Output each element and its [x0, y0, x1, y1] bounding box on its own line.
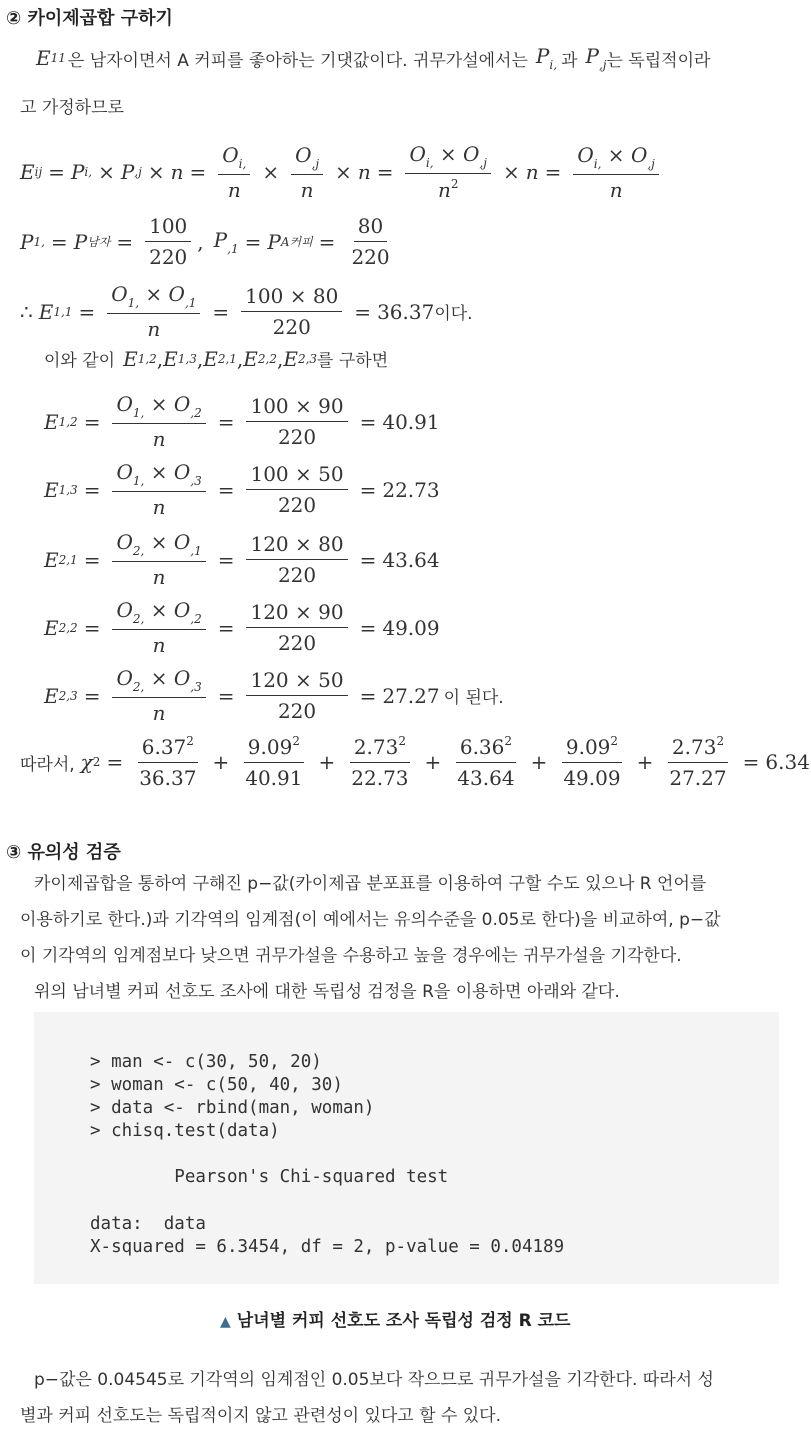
p-male-label: 남자	[87, 235, 111, 249]
compute-text: 를 구하면	[317, 351, 389, 371]
paragraph-line-3: 이 기각역의 임계점보다 낮으면 귀무가설을 수용하고 높을 경우에는 귀무가설을 기각한다.	[20, 946, 682, 966]
p-formula: P 1, = P 남자 = $\frac{100}{220}$ , $P_{,1}$ = P A커피 = $\frac{80}{220}$	[20, 214, 400, 269]
chi-term: $\frac{9.09^2}{49.09}$	[563, 734, 621, 790]
expected-value: 40.91	[382, 409, 440, 434]
expected-value: 49.09	[382, 615, 440, 640]
intro-text-1: 은 남자이면서 A 커피를 좋아하는 기댓값이다. 귀무가설에서는	[67, 50, 528, 71]
p-coffee-label: A커피	[280, 235, 313, 249]
intro-text-2: 과	[561, 50, 578, 71]
pc-den: 220	[351, 245, 390, 269]
caption-text: 남녀별 커피 선호도 조사 독립성 검정 R 코드	[236, 1311, 571, 1331]
code-line-6: data: data	[90, 1214, 206, 1234]
eij-formula: E ij = P i, × P ,j × n = $\frac{O_{i,}}{n}$ × $\frac{O_{,j}}{n}$ × n = $\frac{O_{i,} \times O_{,j}}{n^2}$ × n = $\frac{O_{i,} \times O_{,j}}{n}$	[20, 142, 665, 202]
chi-term: $\frac{6.37^2}{36.37}$	[139, 734, 197, 790]
e11-a: 100	[245, 284, 284, 308]
closing-line-1: p−값은 0.04545로 기각역의 임계점인 0.05보다 작으므로 귀무가설을 기각한다. 따라서 성	[34, 1370, 714, 1390]
section-3-heading: ③ 유의성 검증	[6, 842, 121, 863]
conclusion-suffix: 이 된다.	[443, 688, 504, 708]
chi-term: $\frac{6.36^2}{43.64}$	[457, 734, 515, 790]
paragraph-line-4: 위의 남녀별 커피 선호도 조사에 대한 독립성 검정을 R을 이용하면 아래와 같다.	[34, 982, 620, 1002]
closing-line-2: 별과 커피 선호도는 독립적이지 않고 관련성이 있다고 할 수 있다.	[20, 1406, 502, 1426]
code-line-3: > data <- rbind(man, woman)	[90, 1098, 375, 1118]
code-line-7: X-squared = 6.3454, df = 2, p-value = 0.04189	[90, 1237, 565, 1257]
expected-row: E 1,2 = $\frac{O_{1,} \times O_{,2}}{n}$ = $\frac{100 \times 90}{220}$ = 40.91	[44, 392, 440, 451]
e11-den: 220	[272, 315, 311, 339]
chi-square-formula: 따라서, χ 2 = $\frac{6.37^2}{36.37}$ + $\frac{9.09^2}{40.91}$ + $\frac{2.73^2}{22.73}$ + $\frac{6.36^2}{43.64}$ + $\frac{9.09^2}{49.09}$ + $\frac{2.73^2}{27.27}$ = 6.34	[20, 734, 810, 790]
expected-value: 22.73	[382, 477, 440, 502]
pc-num: 80	[354, 214, 387, 242]
e11-formula: ∴ E 1,1 = $\frac{O_{1,} \times O_{,1}}{n}$ = $\frac{100 \times 80}{220}$ = 36.37 이다.	[20, 282, 473, 341]
expected-row: E 2,3 = $\frac{O_{2,} \times O_{,3}}{n}$ = $\frac{120 \times 50}{220}$ = 27.27 이 된다.	[44, 666, 504, 725]
e11-b: 80	[312, 284, 339, 308]
expected-value: 43.64	[382, 547, 440, 572]
code-line-4: > chisq.test(data)	[90, 1121, 280, 1141]
intro-text-3: 는 독립적이라	[606, 50, 711, 71]
expected-row: E 1,3 = $\frac{O_{1,} \times O_{,3}}{n}$ = $\frac{100 \times 50}{220}$ = 22.73	[44, 460, 440, 519]
expected-value: 27.27	[382, 683, 440, 708]
chi-result: 6.34	[765, 750, 810, 774]
code-line-2: > woman <- c(50, 40, 30)	[90, 1075, 343, 1095]
chi-term: $\frac{9.09^2}{40.91}$	[245, 734, 303, 790]
p1-num: 100	[145, 214, 191, 242]
code-line-1: > man <- c(30, 50, 20)	[90, 1052, 322, 1072]
figure-caption	[220, 1306, 570, 1331]
compute-prefix: 이와 같이	[44, 351, 116, 371]
e11-value: 36.37	[377, 299, 435, 324]
e11-suffix: 이다.	[434, 304, 473, 324]
expected-row: E 2,2 = $\frac{O_{2,} \times O_{,2}}{n}$ = $\frac{120 \times 90}{220}$ = 49.09	[44, 598, 440, 657]
chi-term: $\frac{2.73^2}{22.73}$	[351, 734, 409, 790]
intro-line-2: 고 가정하므로	[20, 98, 124, 118]
paragraph-line-1: 카이제곱합을 통하여 구해진 p−값(카이제곱 분포표를 이용하여 구할 수도 있으나 R 언어를	[34, 874, 707, 894]
paragraph-line-2: 이용하기로 한다.)과 기각역의 임계점(이 예에서는 유의수준을 0.05로 한다)을 비교하여, p−값	[20, 910, 721, 930]
expected-row: E 2,1 = $\frac{O_{2,} \times O_{,1}}{n}$ = $\frac{120 \times 80}{220}$ = 43.64	[44, 530, 440, 589]
triangle-icon: ▲	[220, 1314, 231, 1330]
chi-prefix: 따라서,	[20, 754, 75, 775]
code-line-5: Pearson's Chi-squared test	[90, 1167, 449, 1187]
compute-line: 이와 같이 E 1,2 , E 1,3 , E 2,1 , E 2,2 , E 2,3 를 구하면	[44, 346, 389, 371]
p1-den: 220	[149, 245, 188, 269]
section-2-heading: ② 카이제곱합 구하기	[6, 8, 173, 29]
chi-term: $\frac{2.73^2}{27.27}$	[669, 734, 727, 790]
intro-line-1: E 11 은 남자이면서 A 커피를 좋아하는 기댓값이다. 귀무가설에서는 $P_{i,}$ 과 $P_{,j}$ 는 독립적이라	[36, 44, 711, 72]
